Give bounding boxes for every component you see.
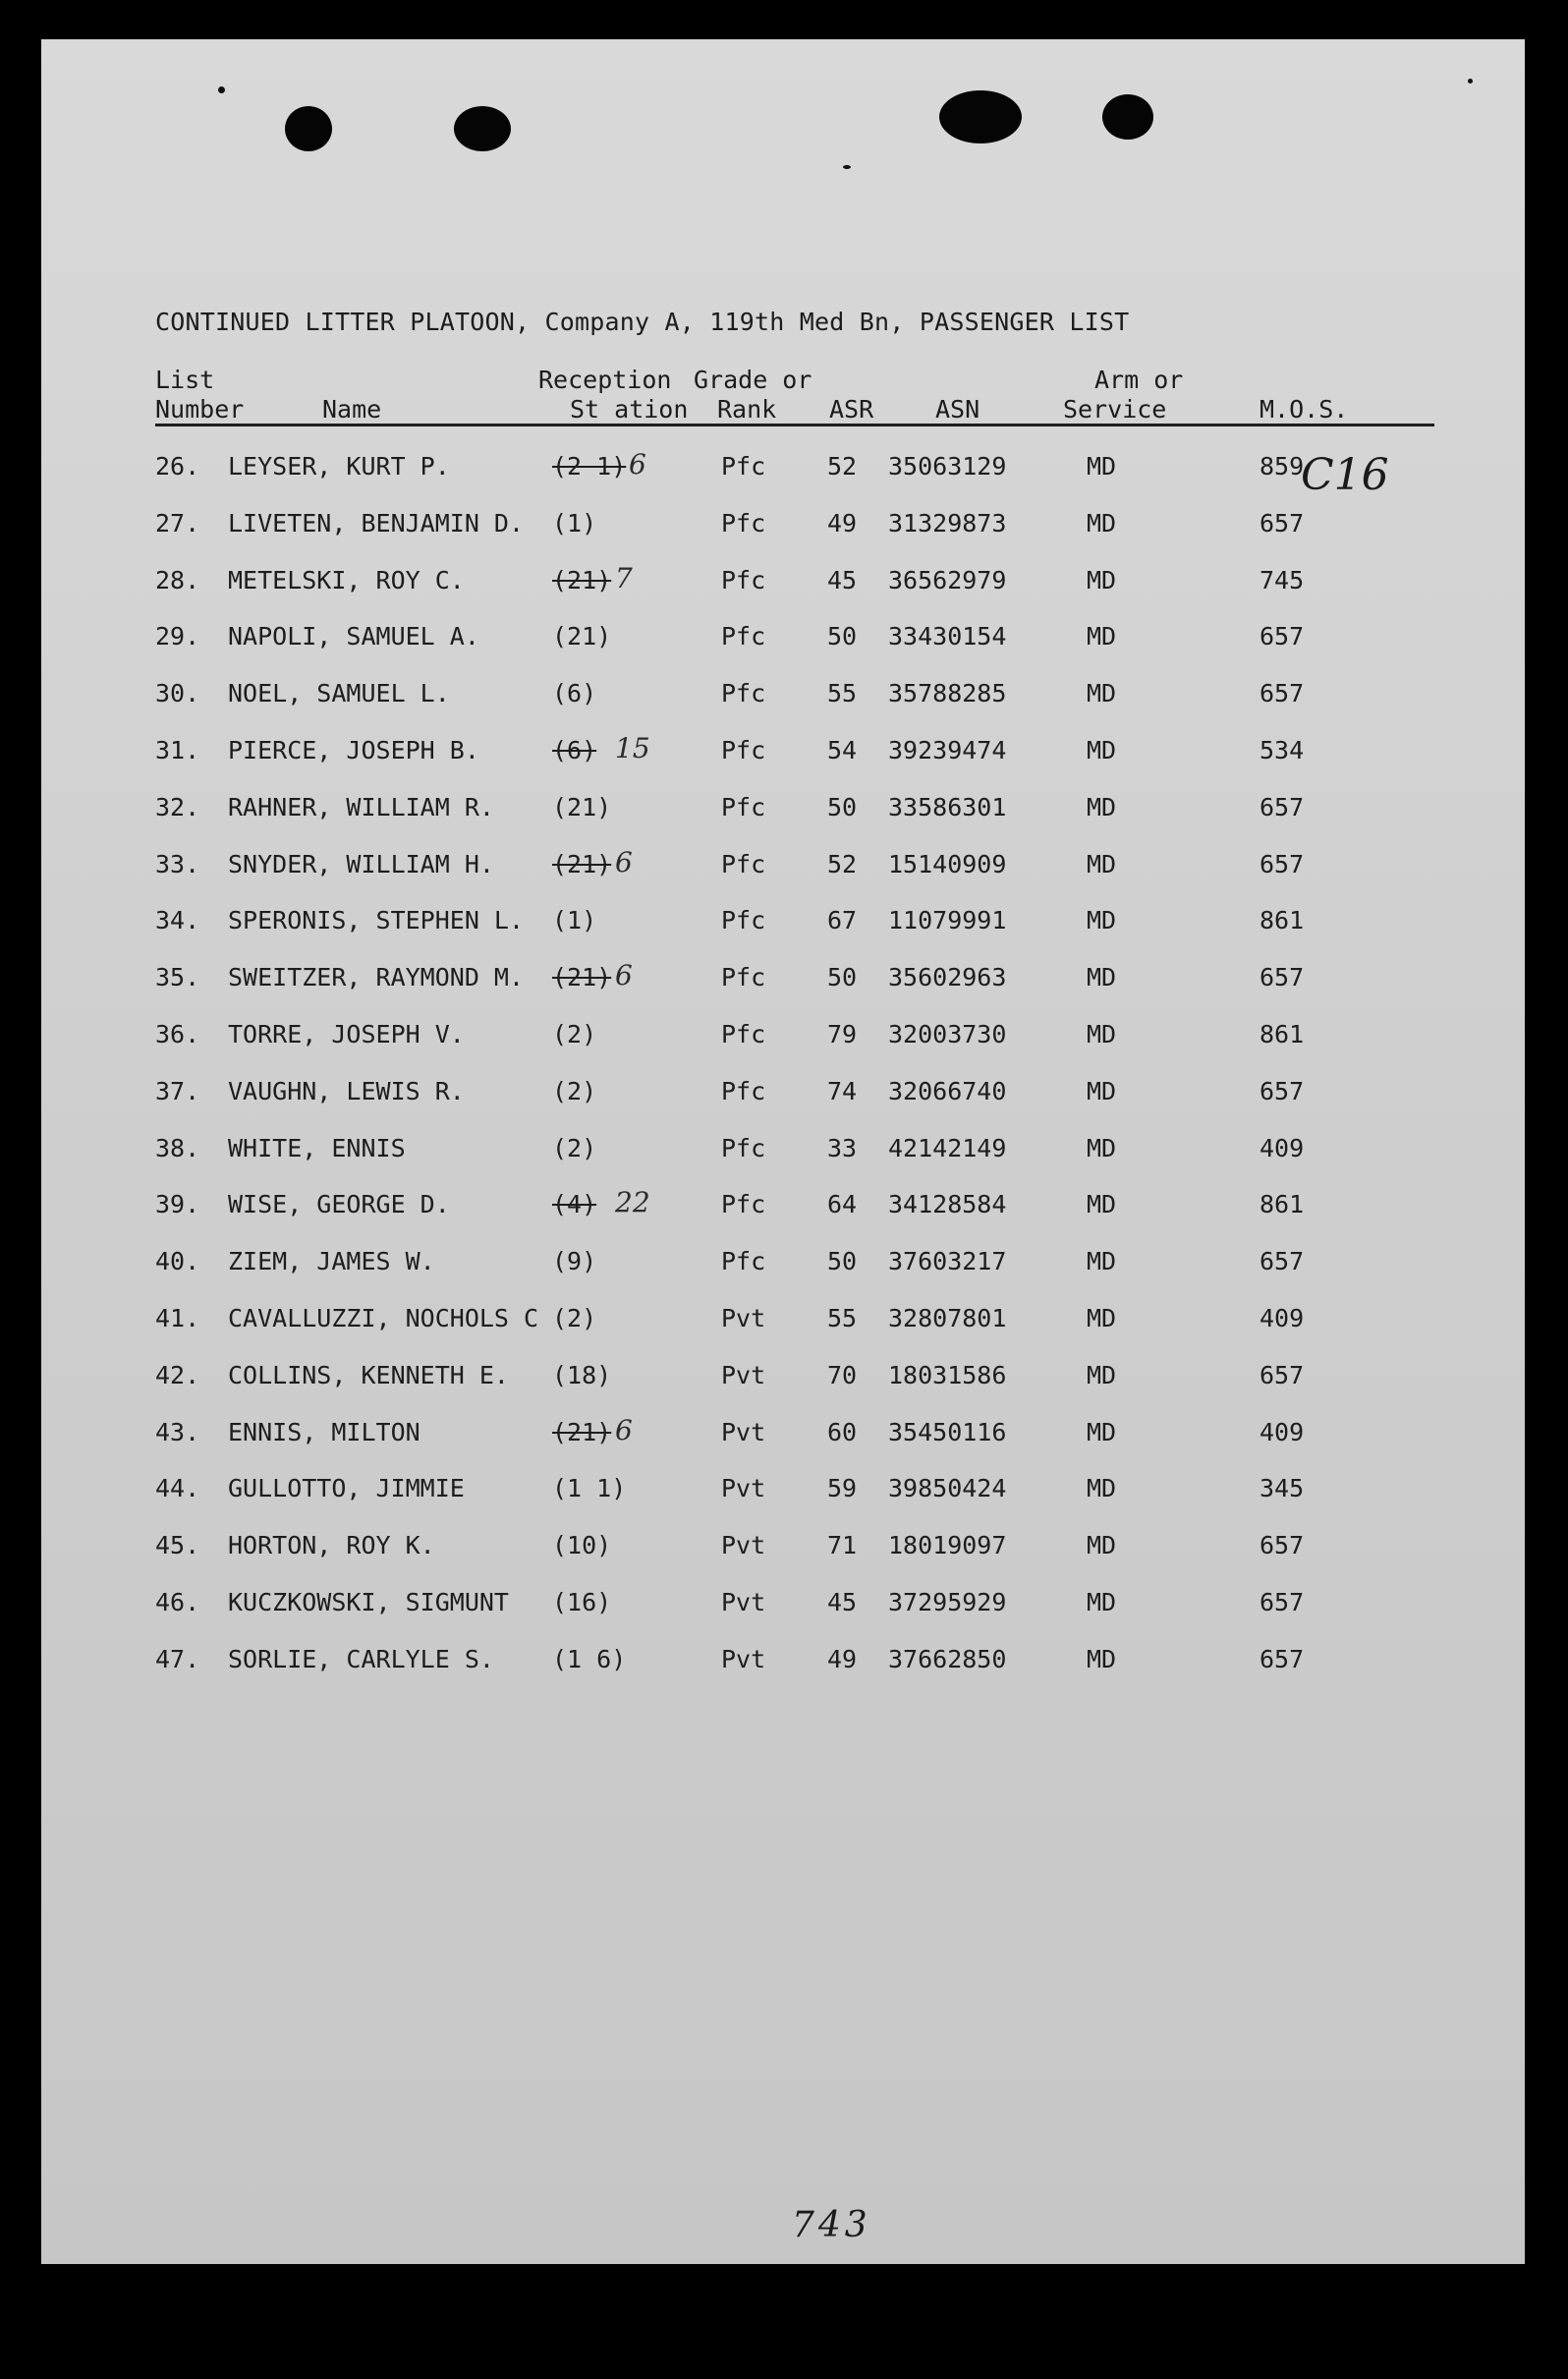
reception-station: (9) xyxy=(552,1247,597,1275)
reception-station: (21) xyxy=(552,850,612,878)
list-number: 43. xyxy=(155,1418,200,1446)
arm-service: MD xyxy=(1087,1247,1117,1275)
passenger-name: VAUGHN, LEWIS R. xyxy=(228,1077,465,1105)
asr-score: 70 xyxy=(827,1361,858,1389)
list-number: 41. xyxy=(155,1304,200,1332)
mos-code: 859 xyxy=(1260,452,1305,481)
reception-station: (10) xyxy=(552,1531,612,1559)
asn-number: 37295929 xyxy=(888,1588,1007,1616)
handwritten-station-correction: 6 xyxy=(615,959,633,991)
header-asr: ASR xyxy=(829,395,874,424)
mos-code: 657 xyxy=(1260,850,1305,878)
arm-service: MD xyxy=(1087,679,1117,708)
grade-rank: Pfc xyxy=(721,566,766,595)
grade-rank: Pfc xyxy=(721,963,766,991)
list-number: 40. xyxy=(155,1247,200,1275)
asn-number: 35450116 xyxy=(888,1418,1007,1446)
grade-rank: Pvt xyxy=(721,1645,766,1673)
reception-station: (4) xyxy=(552,1190,597,1218)
mos-code: 409 xyxy=(1260,1304,1305,1332)
passenger-name: NAPOLI, SAMUEL A. xyxy=(228,622,479,651)
arm-service: MD xyxy=(1087,1134,1117,1162)
list-number: 46. xyxy=(155,1588,200,1616)
grade-rank: Pfc xyxy=(721,1077,766,1105)
list-number: 36. xyxy=(155,1020,200,1048)
arm-service: MD xyxy=(1087,1190,1117,1218)
grade-rank: Pfc xyxy=(721,736,766,765)
reception-station: (2) xyxy=(552,1304,597,1332)
passenger-name: CAVALLUZZI, NOCHOLS C xyxy=(228,1304,539,1332)
mos-code: 409 xyxy=(1260,1134,1305,1162)
passenger-name: ZIEM, JAMES W. xyxy=(228,1247,435,1275)
header-mos: M.O.S. xyxy=(1260,395,1349,424)
reception-station: (6) xyxy=(552,679,597,708)
arm-service: MD xyxy=(1087,509,1117,538)
punch-hole xyxy=(939,90,1022,143)
grade-rank: Pfc xyxy=(721,793,766,821)
table-row xyxy=(41,846,1525,889)
reception-station: (2 1) xyxy=(552,452,627,481)
arm-service: MD xyxy=(1087,1361,1117,1389)
asr-score: 49 xyxy=(827,1645,858,1673)
table-row xyxy=(41,1645,1525,1684)
table-row xyxy=(41,509,1525,548)
reception-station: (2) xyxy=(552,1020,597,1048)
asn-number: 39239474 xyxy=(888,736,1007,765)
handwritten-station-correction: 22 xyxy=(615,1186,650,1218)
reception-station: (2) xyxy=(552,1134,597,1162)
mos-code: 657 xyxy=(1260,1645,1305,1673)
asr-score: 50 xyxy=(827,622,858,651)
arm-service: MD xyxy=(1087,1304,1117,1332)
asn-number: 18019097 xyxy=(888,1531,1007,1559)
list-number: 45. xyxy=(155,1531,200,1559)
grade-rank: Pfc xyxy=(721,1020,766,1048)
table-row xyxy=(41,1186,1525,1229)
asr-score: 50 xyxy=(827,963,858,991)
mos-code: 657 xyxy=(1260,963,1305,991)
reception-station: (18) xyxy=(552,1361,612,1389)
passenger-name: LEYSER, KURT P. xyxy=(228,452,450,481)
document-page xyxy=(41,39,1525,2264)
passenger-name: LIVETEN, BENJAMIN D. xyxy=(228,509,525,538)
passenger-name: WISE, GEORGE D. xyxy=(228,1190,450,1218)
list-number: 32. xyxy=(155,793,200,821)
table-row xyxy=(41,1247,1525,1286)
reception-station: (6) xyxy=(552,736,597,765)
asn-number: 18031586 xyxy=(888,1361,1007,1389)
document-title: CONTINUED LITTER PLATOON, Company A, 119th Med Bn, PASSENGER LIST xyxy=(155,308,1130,336)
mos-code: 745 xyxy=(1260,566,1305,595)
list-number: 38. xyxy=(155,1134,200,1162)
reception-station: (1 1) xyxy=(552,1474,627,1502)
mos-code: 345 xyxy=(1260,1474,1305,1502)
table-row xyxy=(41,1531,1525,1570)
mos-code: 657 xyxy=(1260,793,1305,821)
passenger-name: COLLINS, KENNETH E. xyxy=(228,1361,509,1389)
passenger-name: SWEITZER, RAYMOND M. xyxy=(228,963,525,991)
asn-number: 34128584 xyxy=(888,1190,1007,1218)
asn-number: 35788285 xyxy=(888,679,1007,708)
list-number: 37. xyxy=(155,1077,200,1105)
arm-service: MD xyxy=(1087,850,1117,878)
grade-rank: Pvt xyxy=(721,1361,766,1389)
asr-score: 54 xyxy=(827,736,858,765)
passenger-name: METELSKI, ROY C. xyxy=(228,566,465,595)
arm-service: MD xyxy=(1087,736,1117,765)
list-number: 39. xyxy=(155,1190,200,1218)
mos-code: 657 xyxy=(1260,1531,1305,1559)
grade-rank: Pfc xyxy=(721,622,766,651)
table-row xyxy=(41,1474,1525,1513)
handwritten-station-correction: 6 xyxy=(615,1414,633,1446)
grade-rank: Pfc xyxy=(721,1134,766,1162)
arm-service: MD xyxy=(1087,906,1117,935)
mos-code: 861 xyxy=(1260,906,1305,935)
reception-station: (1) xyxy=(552,509,597,538)
table-row xyxy=(41,1020,1525,1059)
passenger-name: TORRE, JOSEPH V. xyxy=(228,1020,465,1048)
mos-code: 534 xyxy=(1260,736,1305,765)
asr-score: 67 xyxy=(827,906,858,935)
grade-rank: Pfc xyxy=(721,452,766,481)
asr-score: 45 xyxy=(827,566,858,595)
table-row xyxy=(41,906,1525,945)
header-rule xyxy=(155,424,1434,426)
passenger-name: RAHNER, WILLIAM R. xyxy=(228,793,494,821)
asn-number: 37662850 xyxy=(888,1645,1007,1673)
table-row xyxy=(41,1361,1525,1400)
grade-rank: Pvt xyxy=(721,1588,766,1616)
asn-number: 35602963 xyxy=(888,963,1007,991)
asr-score: 52 xyxy=(827,850,858,878)
table-row xyxy=(41,732,1525,775)
passenger-name: SORLIE, CARLYLE S. xyxy=(228,1645,494,1673)
asn-number: 32807801 xyxy=(888,1304,1007,1332)
punch-hole xyxy=(285,106,332,151)
mos-code: 657 xyxy=(1260,1247,1305,1275)
asr-score: 49 xyxy=(827,509,858,538)
table-row xyxy=(41,679,1525,718)
arm-service: MD xyxy=(1087,1474,1117,1502)
asn-number: 31329873 xyxy=(888,509,1007,538)
arm-service: MD xyxy=(1087,1588,1117,1616)
punch-hole xyxy=(1102,94,1153,140)
asn-number: 32003730 xyxy=(888,1020,1007,1048)
table-row xyxy=(41,622,1525,661)
list-number: 30. xyxy=(155,679,200,708)
reception-station: (21) xyxy=(552,622,612,651)
asr-score: 74 xyxy=(827,1077,858,1105)
handwritten-station-correction: 6 xyxy=(615,846,633,878)
mos-code: 657 xyxy=(1260,1077,1305,1105)
asn-number: 32066740 xyxy=(888,1077,1007,1105)
mos-code: 657 xyxy=(1260,679,1305,708)
arm-service: MD xyxy=(1087,1077,1117,1105)
asn-number: 39850424 xyxy=(888,1474,1007,1502)
mos-code: 657 xyxy=(1260,1588,1305,1616)
table-row xyxy=(41,562,1525,605)
list-number: 29. xyxy=(155,622,200,651)
reception-station: (21) xyxy=(552,793,612,821)
passenger-name: SPERONIS, STEPHEN L. xyxy=(228,906,525,935)
grade-rank: Pfc xyxy=(721,509,766,538)
arm-service: MD xyxy=(1087,452,1117,481)
header-reception: Reception St ation xyxy=(538,366,689,424)
asn-number: 33586301 xyxy=(888,793,1007,821)
grade-rank: Pfc xyxy=(721,906,766,935)
grade-rank: Pvt xyxy=(721,1304,766,1332)
reception-station: (2) xyxy=(552,1077,597,1105)
asr-score: 55 xyxy=(827,679,858,708)
grade-rank: Pfc xyxy=(721,679,766,708)
passenger-name: KUCZKOWSKI, SIGMUNT xyxy=(228,1588,509,1616)
asr-score: 79 xyxy=(827,1020,858,1048)
passenger-name: NOEL, SAMUEL L. xyxy=(228,679,450,708)
handwritten-station-correction: 15 xyxy=(615,732,650,765)
speck xyxy=(218,86,225,93)
table-row xyxy=(41,1588,1525,1627)
passenger-name: WHITE, ENNIS xyxy=(228,1134,406,1162)
passenger-name: GULLOTTO, JIMMIE xyxy=(228,1474,465,1502)
handwritten-station-correction: 6 xyxy=(629,448,646,481)
arm-service: MD xyxy=(1087,793,1117,821)
list-number: 42. xyxy=(155,1361,200,1389)
grade-rank: Pvt xyxy=(721,1531,766,1559)
speck xyxy=(843,165,851,169)
grade-rank: Pfc xyxy=(721,1247,766,1275)
handwritten-mos-annotation: C16 xyxy=(1301,450,1389,500)
header-grade: Grade or Rank xyxy=(694,366,812,424)
arm-service: MD xyxy=(1087,566,1117,595)
arm-service: MD xyxy=(1087,963,1117,991)
asn-number: 35063129 xyxy=(888,452,1007,481)
arm-service: MD xyxy=(1087,1418,1117,1446)
list-number: 35. xyxy=(155,963,200,991)
asr-score: 55 xyxy=(827,1304,858,1332)
asr-score: 64 xyxy=(827,1190,858,1218)
asr-score: 50 xyxy=(827,793,858,821)
list-number: 44. xyxy=(155,1474,200,1502)
table-row xyxy=(41,1304,1525,1343)
asr-score: 60 xyxy=(827,1418,858,1446)
asn-number: 42142149 xyxy=(888,1134,1007,1162)
table-row xyxy=(41,1077,1525,1116)
asn-number: 36562979 xyxy=(888,566,1007,595)
arm-service: MD xyxy=(1087,622,1117,651)
asn-number: 37603217 xyxy=(888,1247,1007,1275)
arm-service: MD xyxy=(1087,1531,1117,1559)
passenger-name: PIERCE, JOSEPH B. xyxy=(228,736,479,765)
handwritten-station-correction: 7 xyxy=(615,562,633,595)
passenger-name: HORTON, ROY K. xyxy=(228,1531,435,1559)
mos-code: 409 xyxy=(1260,1418,1305,1446)
list-number: 28. xyxy=(155,566,200,595)
list-number: 47. xyxy=(155,1645,200,1673)
grade-rank: Pfc xyxy=(721,850,766,878)
passenger-name: ENNIS, MILTON xyxy=(228,1418,420,1446)
mos-code: 657 xyxy=(1260,1361,1305,1389)
grade-rank: Pfc xyxy=(721,1190,766,1218)
reception-station: (21) xyxy=(552,566,612,595)
reception-station: (16) xyxy=(552,1588,612,1616)
table-row xyxy=(41,1134,1525,1173)
page-number: 743 xyxy=(792,2205,871,2245)
grade-rank: Pvt xyxy=(721,1474,766,1502)
header-name: Name xyxy=(322,395,382,424)
header-list-number: List Number xyxy=(155,366,245,424)
mos-code: 657 xyxy=(1260,509,1305,538)
asr-score: 52 xyxy=(827,452,858,481)
reception-station: (21) xyxy=(552,963,612,991)
asr-score: 50 xyxy=(827,1247,858,1275)
speck xyxy=(1468,79,1473,84)
asr-score: 33 xyxy=(827,1134,858,1162)
reception-station: (1) xyxy=(552,906,597,935)
table-row xyxy=(41,793,1525,832)
arm-service: MD xyxy=(1087,1020,1117,1048)
grade-rank: Pvt xyxy=(721,1418,766,1446)
reception-station: (1 6) xyxy=(552,1645,627,1673)
arm-service: MD xyxy=(1087,1645,1117,1673)
mos-code: 657 xyxy=(1260,622,1305,651)
asr-score: 71 xyxy=(827,1531,858,1559)
header-arm: Arm or Service xyxy=(1063,366,1184,424)
header-asn: ASN xyxy=(935,395,980,424)
asn-number: 15140909 xyxy=(888,850,1007,878)
asr-score: 45 xyxy=(827,1588,858,1616)
asn-number: 11079991 xyxy=(888,906,1007,935)
asr-score: 59 xyxy=(827,1474,858,1502)
mos-code: 861 xyxy=(1260,1190,1305,1218)
reception-station: (21) xyxy=(552,1418,612,1446)
mos-code: 861 xyxy=(1260,1020,1305,1048)
list-number: 27. xyxy=(155,509,200,538)
list-number: 31. xyxy=(155,736,200,765)
punch-hole xyxy=(454,106,511,151)
list-number: 34. xyxy=(155,906,200,935)
table-row xyxy=(41,1414,1525,1457)
passenger-name: SNYDER, WILLIAM H. xyxy=(228,850,494,878)
table-row xyxy=(41,959,1525,1002)
list-number: 33. xyxy=(155,850,200,878)
list-number: 26. xyxy=(155,452,200,481)
asn-number: 33430154 xyxy=(888,622,1007,651)
